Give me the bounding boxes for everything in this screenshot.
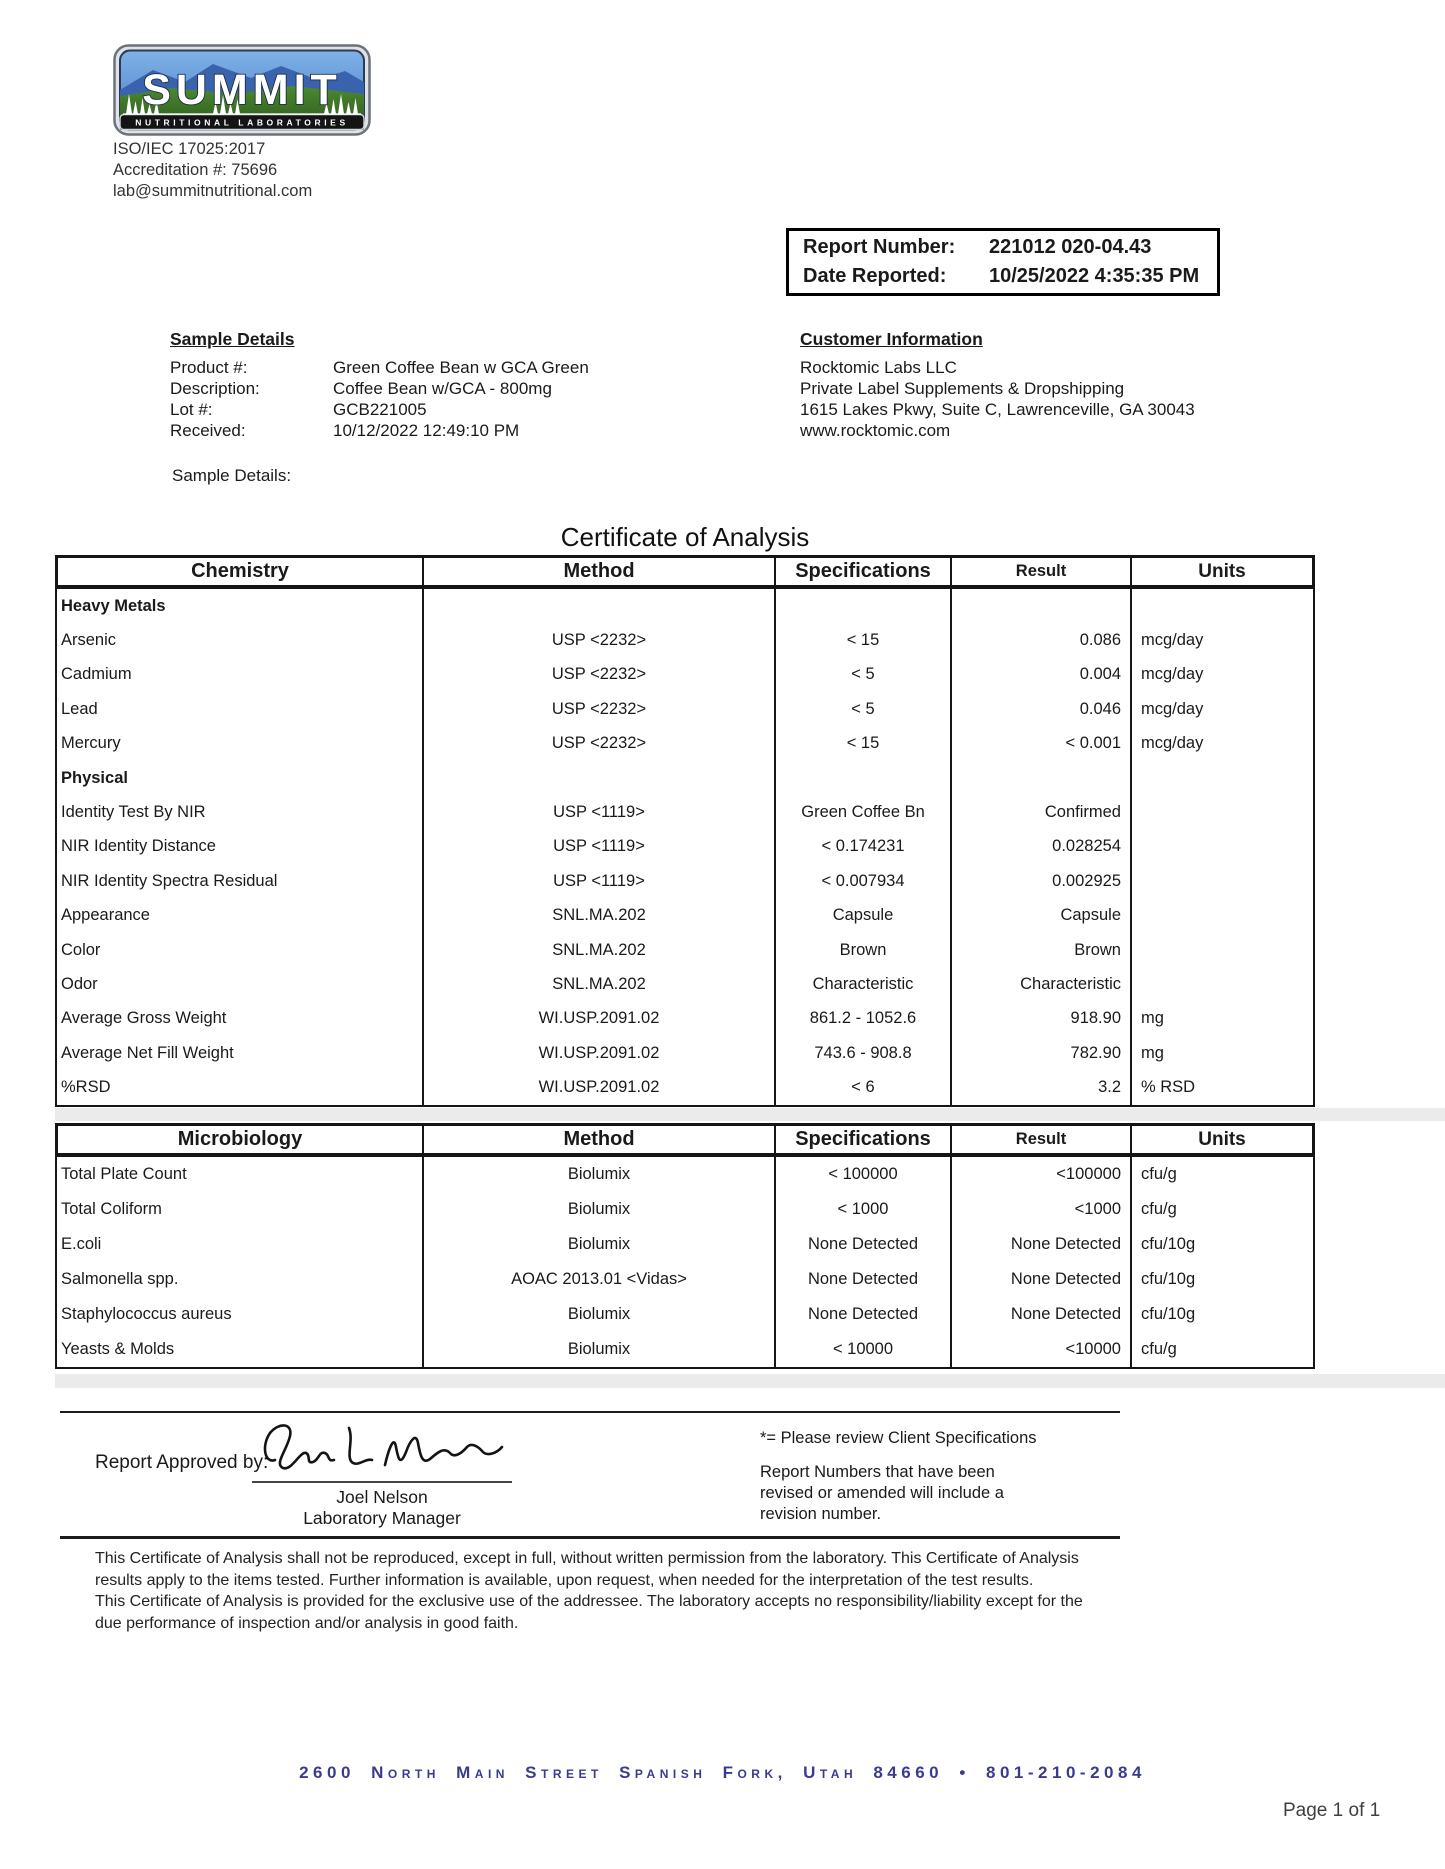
result-header: Result: [952, 1126, 1132, 1153]
lab-address-footer: 2600 North Main Street Spanish Fork, Utah 84660 • 801-210-2084: [299, 1763, 1146, 1782]
date-reported-row: [789, 263, 1217, 290]
section-cell: Heavy Metals: [57, 589, 424, 623]
signature: [252, 1418, 512, 1483]
method-cell: WI.USP.2091.02: [424, 1002, 776, 1036]
spec-cell: [776, 761, 952, 795]
result-cell: 3.2: [952, 1070, 1132, 1104]
result-cell: 0.046: [952, 692, 1132, 726]
method-cell: Biolumix: [424, 1227, 776, 1262]
units-cell: [1132, 933, 1313, 967]
units-cell: cfu/10g: [1141, 1270, 1196, 1288]
method-cell: USP <1119>: [424, 830, 776, 864]
units-header: Units: [1198, 560, 1246, 582]
received-value: 10/12/2022 12:49:10 PM: [333, 421, 520, 440]
result-cell: Characteristic: [952, 967, 1132, 1001]
spec-cell: < 1000: [776, 1192, 952, 1227]
result-cell: 782.90: [952, 1036, 1132, 1070]
method-cell: Biolumix: [424, 1157, 776, 1192]
spec-cell: < 0.174231: [776, 830, 952, 864]
result-cell: None Detected: [952, 1262, 1132, 1297]
spec-cell: None Detected: [776, 1227, 952, 1262]
revision-note: Report Numbers that have been revised or amended will include a revision number.: [760, 1463, 1004, 1523]
customer-name: Rocktomic Labs LLC: [800, 358, 957, 377]
result-cell: < 0.001: [952, 727, 1132, 761]
analyte-cell: Total Coliform: [57, 1192, 424, 1227]
units-cell: % RSD: [1141, 1078, 1196, 1097]
analyte-cell: Average Gross Weight: [57, 1002, 424, 1036]
result-cell: Capsule: [952, 899, 1132, 933]
report-approved-by-label: Report Approved by:: [95, 1452, 269, 1473]
spec-cell: < 5: [776, 658, 952, 692]
analyte-cell: Total Plate Count: [57, 1157, 424, 1192]
specifications-header: Specifications: [776, 1126, 952, 1153]
spec-cell: < 0.007934: [776, 864, 952, 898]
method-header: Method: [424, 558, 776, 585]
customer-tagline: Private Label Supplements & Dropshipping: [800, 379, 1125, 398]
units-cell: mcg/day: [1141, 631, 1204, 650]
divider-line: [60, 1536, 1120, 1539]
analyte-cell: Arsenic: [57, 623, 424, 657]
analyte-cell: Color: [57, 933, 424, 967]
result-header: Result: [952, 558, 1132, 585]
page-number: Page 1 of 1: [1283, 1800, 1381, 1821]
sample-details-section: [170, 329, 589, 441]
microbiology-table-body: [55, 1157, 1315, 1369]
logo-subtitle: NUTRITIONAL LABORATORIES: [135, 117, 349, 128]
method-cell: Biolumix: [424, 1192, 776, 1227]
analyte-cell: Lead: [57, 692, 424, 726]
method-cell: SNL.MA.202: [424, 899, 776, 933]
result-cell: None Detected: [952, 1297, 1132, 1332]
result-cell: [952, 589, 1132, 623]
customer-information-title: Customer Information: [800, 329, 983, 349]
client-spec-note: *= Please review Client Specifications: [760, 1429, 1037, 1447]
report-number-label: Report Number:: [803, 236, 956, 258]
analyte-cell: NIR Identity Spectra Residual: [57, 864, 424, 898]
method-cell: Biolumix: [424, 1332, 776, 1367]
logo-title: SUMMIT: [142, 66, 342, 114]
result-cell: 0.004: [952, 658, 1132, 692]
method-cell: [424, 761, 776, 795]
report-number-value: 221012 020-04.43: [989, 236, 1152, 258]
spec-cell: 743.6 - 908.8: [776, 1036, 952, 1070]
date-reported-label: Date Reported:: [803, 265, 947, 287]
analyte-cell: Odor: [57, 967, 424, 1001]
units-cell: [1132, 864, 1313, 898]
spec-cell: < 6: [776, 1070, 952, 1104]
microbiology-header: Microbiology: [58, 1126, 424, 1153]
customer-address: 1615 Lakes Pkwy, Suite C, Lawrenceville, GA 30043: [800, 400, 1195, 419]
result-cell: 0.086: [952, 623, 1132, 657]
method-cell: SNL.MA.202: [424, 933, 776, 967]
result-cell: 918.90: [952, 1002, 1132, 1036]
report-number-row: [789, 234, 1217, 261]
description-value: Coffee Bean w/GCA - 800mg: [333, 379, 552, 398]
microbiology-table: [55, 1123, 1315, 1369]
result-cell: Brown: [952, 933, 1132, 967]
lab-email: lab@summitnutritional.com: [113, 182, 313, 200]
spec-cell: < 15: [776, 623, 952, 657]
result-cell: <1000: [952, 1192, 1132, 1227]
spec-cell: None Detected: [776, 1262, 952, 1297]
analyte-cell: Appearance: [57, 899, 424, 933]
chemistry-table-header: [55, 555, 1315, 589]
spec-cell: < 5: [776, 692, 952, 726]
method-cell: AOAC 2013.01 <Vidas>: [424, 1262, 776, 1297]
spec-cell: Capsule: [776, 899, 952, 933]
report-number-box: [786, 228, 1220, 296]
analyte-cell: Identity Test By NIR: [57, 795, 424, 829]
units-cell: mg: [1141, 1043, 1164, 1062]
units-cell: mcg/day: [1141, 734, 1204, 753]
spec-cell: None Detected: [776, 1297, 952, 1332]
method-cell: [424, 589, 776, 623]
units-cell: [1132, 761, 1313, 795]
result-cell: 0.002925: [952, 864, 1132, 898]
result-cell: None Detected: [952, 1227, 1132, 1262]
units-cell: cfu/g: [1141, 1340, 1177, 1358]
spec-cell: Characteristic: [776, 967, 952, 1001]
divider-line: [60, 1411, 1120, 1413]
spec-cell: Brown: [776, 933, 952, 967]
description-label: Description:: [170, 379, 260, 398]
disclaimer-paragraph-2: This Certificate of Analysis is provided for the exclusive use of the addressee. The laboratory accepts no responsibility/liability except for the due performance of inspection and/or analysis in good faith.: [95, 1593, 1083, 1632]
analyte-cell: Cadmium: [57, 658, 424, 692]
analyte-cell: Staphylococcus aureus: [57, 1297, 424, 1332]
spec-cell: < 15: [776, 727, 952, 761]
sample-details-extra-label: Sample Details:: [172, 466, 292, 485]
units-header: Units: [1198, 1128, 1246, 1150]
units-cell: [1132, 830, 1313, 864]
certificate-title: Certificate of Analysis: [560, 522, 810, 552]
units-cell: mcg/day: [1141, 665, 1204, 684]
units-cell: cfu/g: [1141, 1200, 1177, 1218]
method-cell: USP <2232>: [424, 658, 776, 692]
section-cell: Physical: [57, 761, 424, 795]
analyte-cell: NIR Identity Distance: [57, 830, 424, 864]
units-cell: [1132, 589, 1313, 623]
units-cell: mcg/day: [1141, 699, 1204, 718]
method-header: Method: [424, 1126, 776, 1153]
received-label: Received:: [170, 421, 246, 440]
method-cell: USP <1119>: [424, 864, 776, 898]
units-cell: [1132, 967, 1313, 1001]
lot-value: GCB221005: [333, 400, 427, 419]
spec-cell: Green Coffee Bn: [776, 795, 952, 829]
method-cell: WI.USP.2091.02: [424, 1070, 776, 1104]
date-reported-value: 10/25/2022 4:35:35 PM: [989, 265, 1200, 287]
signer-name: Joel Nelson: [336, 1487, 428, 1507]
analyte-cell: E.coli: [57, 1227, 424, 1262]
disclaimer-text: [95, 1548, 1107, 1634]
scan-shadow-strip: [55, 1374, 1445, 1388]
chemistry-table-body: [55, 589, 1315, 1107]
analyte-cell: Yeasts & Molds: [57, 1332, 424, 1367]
result-cell: [952, 761, 1132, 795]
result-cell: Confirmed: [952, 795, 1132, 829]
units-cell: [1132, 899, 1313, 933]
analyte-cell: Salmonella spp.: [57, 1262, 424, 1297]
analyte-cell: %RSD: [57, 1070, 424, 1104]
method-cell: USP <1119>: [424, 795, 776, 829]
specifications-header: Specifications: [776, 558, 952, 585]
customer-information-section: [800, 329, 1195, 441]
accreditation-number: Accreditation #: 75696: [113, 161, 278, 179]
analyte-cell: Mercury: [57, 727, 424, 761]
lot-label: Lot #:: [170, 400, 213, 419]
microbiology-table-header: [55, 1123, 1315, 1157]
summit-logo: [113, 44, 371, 136]
chemistry-header: Chemistry: [58, 558, 424, 585]
analyte-cell: Average Net Fill Weight: [57, 1036, 424, 1070]
spec-cell: 861.2 - 1052.6: [776, 1002, 952, 1036]
lab-info: [113, 139, 312, 202]
scan-shadow-strip: [55, 1108, 1445, 1121]
signature-icon: [255, 1418, 509, 1476]
method-cell: SNL.MA.202: [424, 967, 776, 1001]
units-cell: cfu/g: [1141, 1165, 1177, 1183]
result-cell: <100000: [952, 1157, 1132, 1192]
method-cell: USP <2232>: [424, 623, 776, 657]
sample-details-title: Sample Details: [170, 329, 295, 349]
units-cell: mg: [1141, 1009, 1164, 1028]
disclaimer-paragraph-1: This Certificate of Analysis shall not be reproduced, except in full, without written permission from the laboratory. This Certificate of Analysis results apply to the items tested. Further information is available, upon request, when needed for the interpretation of the test results.: [95, 1550, 1079, 1589]
spec-cell: [776, 589, 952, 623]
units-cell: cfu/10g: [1141, 1305, 1196, 1323]
units-cell: [1132, 795, 1313, 829]
method-cell: USP <2232>: [424, 692, 776, 726]
spec-cell: < 100000: [776, 1157, 952, 1192]
signature-block: [252, 1418, 512, 1529]
customer-website: www.rocktomic.com: [800, 421, 951, 440]
method-cell: WI.USP.2091.02: [424, 1036, 776, 1070]
chemistry-table: [55, 555, 1315, 1107]
product-label: Product #:: [170, 358, 248, 377]
method-cell: Biolumix: [424, 1297, 776, 1332]
method-cell: USP <2232>: [424, 727, 776, 761]
product-value: Green Coffee Bean w GCA Green: [333, 358, 589, 377]
result-cell: 0.028254: [952, 830, 1132, 864]
summit-logo-graphic: [113, 44, 371, 136]
signer-title: Laboratory Manager: [303, 1508, 461, 1528]
iso-accreditation: ISO/IEC 17025:2017: [113, 140, 266, 158]
result-cell: <10000: [952, 1332, 1132, 1367]
units-cell: cfu/10g: [1141, 1235, 1196, 1253]
spec-cell: < 10000: [776, 1332, 952, 1367]
